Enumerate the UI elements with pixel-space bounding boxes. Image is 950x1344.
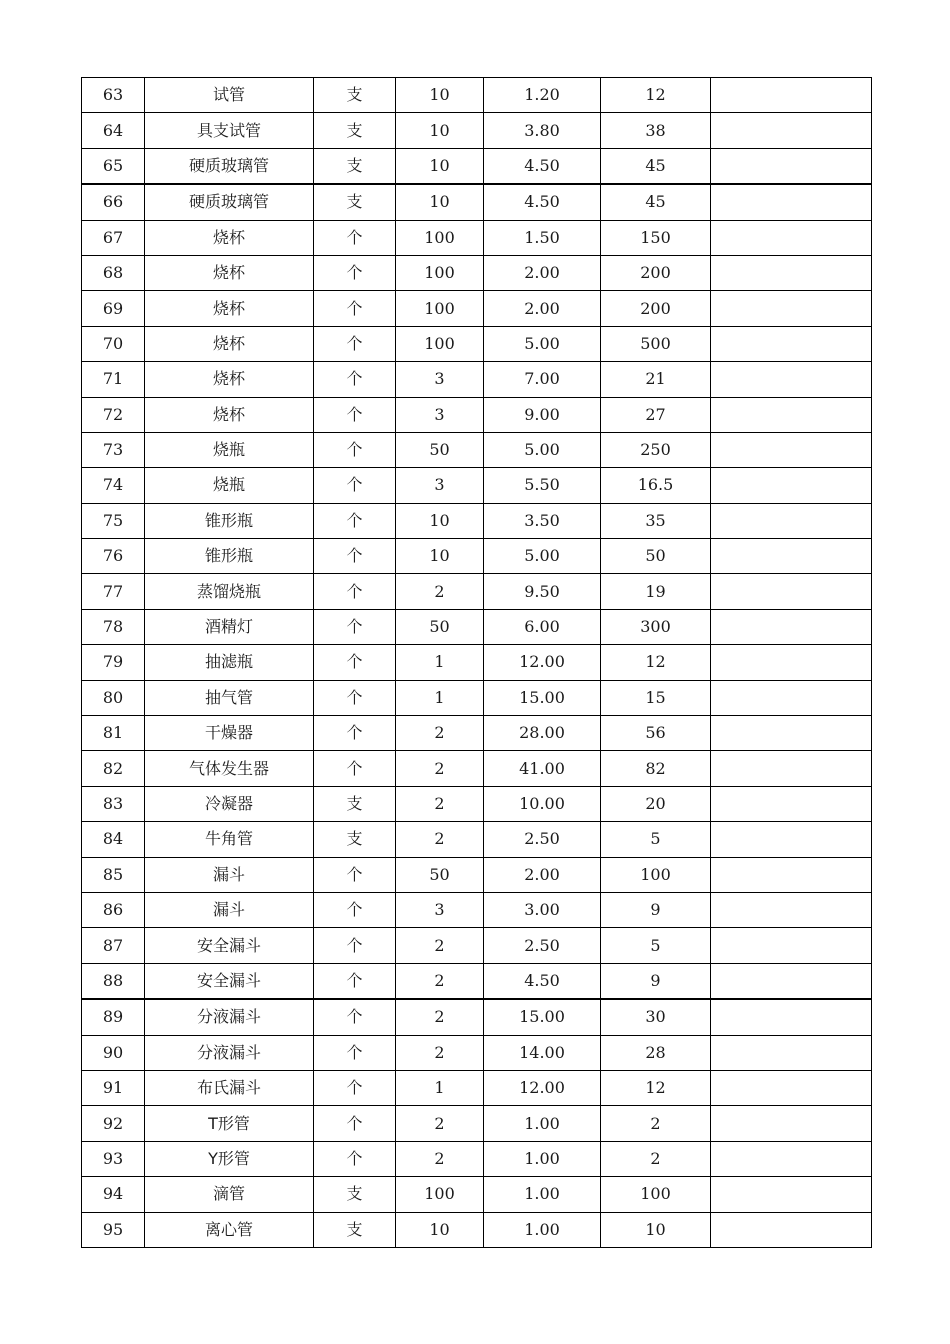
- item-name-cell: 烧瓶: [145, 468, 314, 503]
- amount-cell: 20: [601, 786, 711, 821]
- note-cell: [711, 963, 872, 999]
- unit-price-cell: 28.00: [484, 716, 601, 751]
- amount-cell: 300: [601, 609, 711, 644]
- row-number-cell: 64: [82, 113, 145, 148]
- table-row: [82, 362, 872, 397]
- unit-price-cell: 7.00: [484, 362, 601, 397]
- amount-cell: 15: [601, 680, 711, 715]
- note-cell: [711, 786, 872, 821]
- unit-cell: 个: [314, 574, 396, 609]
- note-cell: [711, 751, 872, 786]
- note-cell: [711, 78, 872, 113]
- note-cell: [711, 928, 872, 963]
- table-row: [82, 645, 872, 680]
- unit-cell: 支: [314, 1177, 396, 1212]
- item-name-cell: 烧杯: [145, 397, 314, 432]
- unit-cell: 支: [314, 148, 396, 184]
- item-name-cell: 硬质玻璃管: [145, 148, 314, 184]
- row-number-cell: 88: [82, 963, 145, 999]
- note-cell: [711, 184, 872, 220]
- table-row: [82, 1177, 872, 1212]
- unit-cell: 个: [314, 999, 396, 1035]
- amount-cell: 2: [601, 1106, 711, 1141]
- row-number-cell: 87: [82, 928, 145, 963]
- amount-cell: 12: [601, 645, 711, 680]
- quantity-cell: 3: [396, 468, 484, 503]
- row-number-cell: 78: [82, 609, 145, 644]
- unit-price-cell: 4.50: [484, 148, 601, 184]
- quantity-cell: 100: [396, 255, 484, 290]
- table-row: [82, 1070, 872, 1105]
- table-row: [82, 220, 872, 255]
- amount-cell: 30: [601, 999, 711, 1035]
- item-name-cell: 牛角管: [145, 822, 314, 857]
- amount-cell: 16.5: [601, 468, 711, 503]
- unit-price-cell: 3.80: [484, 113, 601, 148]
- quantity-cell: 2: [396, 751, 484, 786]
- quantity-cell: 50: [396, 609, 484, 644]
- note-cell: [711, 645, 872, 680]
- row-number-cell: 65: [82, 148, 145, 184]
- row-number-cell: 79: [82, 645, 145, 680]
- row-number-cell: 72: [82, 397, 145, 432]
- note-cell: [711, 362, 872, 397]
- unit-cell: 支: [314, 786, 396, 821]
- quantity-cell: 1: [396, 1070, 484, 1105]
- row-number-cell: 81: [82, 716, 145, 751]
- unit-cell: 支: [314, 184, 396, 220]
- unit-price-cell: 4.50: [484, 963, 601, 999]
- row-number-cell: 77: [82, 574, 145, 609]
- item-name-cell: 布氏漏斗: [145, 1070, 314, 1105]
- unit-cell: 个: [314, 291, 396, 326]
- unit-price-cell: 1.00: [484, 1106, 601, 1141]
- item-name-cell: 烧杯: [145, 255, 314, 290]
- table-row: [82, 716, 872, 751]
- row-number-cell: 93: [82, 1141, 145, 1176]
- amount-cell: 2: [601, 1141, 711, 1176]
- note-cell: [711, 680, 872, 715]
- amount-cell: 10: [601, 1212, 711, 1247]
- quantity-cell: 2: [396, 1035, 484, 1070]
- item-name-cell: 干燥器: [145, 716, 314, 751]
- row-number-cell: 95: [82, 1212, 145, 1247]
- amount-cell: 5: [601, 822, 711, 857]
- table-row: [82, 680, 872, 715]
- table-row: [82, 255, 872, 290]
- item-name-cell: 蒸馏烧瓶: [145, 574, 314, 609]
- quantity-cell: 3: [396, 362, 484, 397]
- unit-cell: 个: [314, 716, 396, 751]
- row-number-cell: 67: [82, 220, 145, 255]
- unit-cell: 个: [314, 1035, 396, 1070]
- table-row: [82, 786, 872, 821]
- unit-price-cell: 5.00: [484, 539, 601, 574]
- unit-price-cell: 3.00: [484, 892, 601, 927]
- unit-price-cell: 2.50: [484, 822, 601, 857]
- unit-price-cell: 1.20: [484, 78, 601, 113]
- unit-price-cell: 5.00: [484, 326, 601, 361]
- note-cell: [711, 1212, 872, 1247]
- row-number-cell: 84: [82, 822, 145, 857]
- item-name-cell: 气体发生器: [145, 751, 314, 786]
- note-cell: [711, 503, 872, 538]
- quantity-cell: 1: [396, 680, 484, 715]
- row-number-cell: 66: [82, 184, 145, 220]
- unit-cell: 个: [314, 1106, 396, 1141]
- amount-cell: 27: [601, 397, 711, 432]
- amount-cell: 56: [601, 716, 711, 751]
- unit-cell: 个: [314, 468, 396, 503]
- item-name-cell: 分液漏斗: [145, 999, 314, 1035]
- amount-cell: 45: [601, 148, 711, 184]
- unit-price-cell: 1.00: [484, 1141, 601, 1176]
- table-row: [82, 857, 872, 892]
- amount-cell: 100: [601, 857, 711, 892]
- row-number-cell: 85: [82, 857, 145, 892]
- unit-cell: 个: [314, 1141, 396, 1176]
- item-name-cell: 安全漏斗: [145, 928, 314, 963]
- note-cell: [711, 892, 872, 927]
- unit-price-cell: 41.00: [484, 751, 601, 786]
- quantity-cell: 50: [396, 857, 484, 892]
- row-number-cell: 73: [82, 432, 145, 467]
- equipment-table: [81, 77, 872, 1248]
- item-name-cell: 抽气管: [145, 680, 314, 715]
- unit-price-cell: 12.00: [484, 1070, 601, 1105]
- table-body: [82, 78, 872, 1248]
- table-row: [82, 574, 872, 609]
- amount-cell: 9: [601, 892, 711, 927]
- note-cell: [711, 397, 872, 432]
- amount-cell: 5: [601, 928, 711, 963]
- item-name-cell: 漏斗: [145, 892, 314, 927]
- note-cell: [711, 1070, 872, 1105]
- note-cell: [711, 220, 872, 255]
- quantity-cell: 2: [396, 1141, 484, 1176]
- row-number-cell: 80: [82, 680, 145, 715]
- row-number-cell: 90: [82, 1035, 145, 1070]
- row-number-cell: 74: [82, 468, 145, 503]
- item-name-cell: 烧杯: [145, 220, 314, 255]
- unit-cell: 个: [314, 397, 396, 432]
- table-row: [82, 1141, 872, 1176]
- table-row: [82, 326, 872, 361]
- note-cell: [711, 1035, 872, 1070]
- unit-cell: 个: [314, 928, 396, 963]
- item-name-cell: 滴管: [145, 1177, 314, 1212]
- note-cell: [711, 539, 872, 574]
- item-name-cell: 酒精灯: [145, 609, 314, 644]
- unit-cell: 支: [314, 822, 396, 857]
- amount-cell: 500: [601, 326, 711, 361]
- row-number-cell: 83: [82, 786, 145, 821]
- row-number-cell: 91: [82, 1070, 145, 1105]
- table-row: [82, 432, 872, 467]
- amount-cell: 50: [601, 539, 711, 574]
- item-name-cell: 锥形瓶: [145, 539, 314, 574]
- quantity-cell: 10: [396, 148, 484, 184]
- table-row: [82, 539, 872, 574]
- unit-price-cell: 1.00: [484, 1177, 601, 1212]
- quantity-cell: 2: [396, 999, 484, 1035]
- item-name-cell: 锥形瓶: [145, 503, 314, 538]
- amount-cell: 150: [601, 220, 711, 255]
- unit-price-cell: 1.00: [484, 1212, 601, 1247]
- row-number-cell: 70: [82, 326, 145, 361]
- amount-cell: 250: [601, 432, 711, 467]
- row-number-cell: 71: [82, 362, 145, 397]
- unit-price-cell: 15.00: [484, 999, 601, 1035]
- row-number-cell: 86: [82, 892, 145, 927]
- item-name-cell: 具支试管: [145, 113, 314, 148]
- item-name-cell: 试管: [145, 78, 314, 113]
- quantity-cell: 3: [396, 892, 484, 927]
- table-row: [82, 397, 872, 432]
- note-cell: [711, 1177, 872, 1212]
- unit-cell: 个: [314, 1070, 396, 1105]
- unit-price-cell: 1.50: [484, 220, 601, 255]
- item-name-cell: 安全漏斗: [145, 963, 314, 999]
- quantity-cell: 2: [396, 1106, 484, 1141]
- unit-price-cell: 6.00: [484, 609, 601, 644]
- table-row: [82, 822, 872, 857]
- item-name-cell: Y形管: [145, 1141, 314, 1176]
- table-row: [82, 892, 872, 927]
- unit-price-cell: 14.00: [484, 1035, 601, 1070]
- item-name-cell: 离心管: [145, 1212, 314, 1247]
- table-row: [82, 999, 872, 1035]
- unit-price-cell: 5.00: [484, 432, 601, 467]
- quantity-cell: 2: [396, 822, 484, 857]
- item-name-cell: 抽滤瓶: [145, 645, 314, 680]
- row-number-cell: 94: [82, 1177, 145, 1212]
- quantity-cell: 100: [396, 1177, 484, 1212]
- unit-price-cell: 10.00: [484, 786, 601, 821]
- note-cell: [711, 857, 872, 892]
- table-row: [82, 113, 872, 148]
- table-row: [82, 1035, 872, 1070]
- quantity-cell: 10: [396, 539, 484, 574]
- unit-price-cell: 2.50: [484, 928, 601, 963]
- unit-cell: 个: [314, 503, 396, 538]
- amount-cell: 12: [601, 78, 711, 113]
- quantity-cell: 10: [396, 503, 484, 538]
- amount-cell: 200: [601, 291, 711, 326]
- unit-cell: 个: [314, 680, 396, 715]
- table-row: [82, 609, 872, 644]
- quantity-cell: 2: [396, 716, 484, 751]
- unit-cell: 支: [314, 78, 396, 113]
- amount-cell: 38: [601, 113, 711, 148]
- table-row: [82, 78, 872, 113]
- unit-cell: 个: [314, 751, 396, 786]
- note-cell: [711, 1106, 872, 1141]
- table-row: [82, 963, 872, 999]
- quantity-cell: 1: [396, 645, 484, 680]
- unit-cell: 个: [314, 220, 396, 255]
- row-number-cell: 92: [82, 1106, 145, 1141]
- unit-cell: 个: [314, 362, 396, 397]
- note-cell: [711, 822, 872, 857]
- row-number-cell: 69: [82, 291, 145, 326]
- amount-cell: 19: [601, 574, 711, 609]
- note-cell: [711, 468, 872, 503]
- quantity-cell: 2: [396, 928, 484, 963]
- table-row: [82, 291, 872, 326]
- table-row: [82, 468, 872, 503]
- table-row: [82, 1212, 872, 1247]
- quantity-cell: 100: [396, 220, 484, 255]
- item-name-cell: 硬质玻璃管: [145, 184, 314, 220]
- amount-cell: 12: [601, 1070, 711, 1105]
- amount-cell: 82: [601, 751, 711, 786]
- quantity-cell: 10: [396, 113, 484, 148]
- item-name-cell: T形管: [145, 1106, 314, 1141]
- note-cell: [711, 1141, 872, 1176]
- note-cell: [711, 148, 872, 184]
- note-cell: [711, 113, 872, 148]
- unit-price-cell: 12.00: [484, 645, 601, 680]
- unit-price-cell: 2.00: [484, 291, 601, 326]
- unit-cell: 个: [314, 857, 396, 892]
- unit-cell: 个: [314, 432, 396, 467]
- quantity-cell: 50: [396, 432, 484, 467]
- item-name-cell: 分液漏斗: [145, 1035, 314, 1070]
- unit-cell: 支: [314, 113, 396, 148]
- row-number-cell: 63: [82, 78, 145, 113]
- amount-cell: 21: [601, 362, 711, 397]
- note-cell: [711, 255, 872, 290]
- note-cell: [711, 291, 872, 326]
- quantity-cell: 2: [396, 963, 484, 999]
- amount-cell: 35: [601, 503, 711, 538]
- unit-price-cell: 5.50: [484, 468, 601, 503]
- unit-cell: 个: [314, 892, 396, 927]
- note-cell: [711, 326, 872, 361]
- item-name-cell: 烧杯: [145, 326, 314, 361]
- table-row: [82, 148, 872, 184]
- item-name-cell: 漏斗: [145, 857, 314, 892]
- unit-price-cell: 15.00: [484, 680, 601, 715]
- amount-cell: 9: [601, 963, 711, 999]
- quantity-cell: 100: [396, 326, 484, 361]
- item-name-cell: 烧瓶: [145, 432, 314, 467]
- amount-cell: 200: [601, 255, 711, 290]
- unit-price-cell: 9.00: [484, 397, 601, 432]
- note-cell: [711, 609, 872, 644]
- unit-cell: 个: [314, 645, 396, 680]
- row-number-cell: 68: [82, 255, 145, 290]
- amount-cell: 100: [601, 1177, 711, 1212]
- quantity-cell: 10: [396, 1212, 484, 1247]
- quantity-cell: 10: [396, 78, 484, 113]
- unit-cell: 个: [314, 539, 396, 574]
- row-number-cell: 75: [82, 503, 145, 538]
- table-row: [82, 503, 872, 538]
- row-number-cell: 76: [82, 539, 145, 574]
- unit-cell: 个: [314, 255, 396, 290]
- quantity-cell: 100: [396, 291, 484, 326]
- amount-cell: 45: [601, 184, 711, 220]
- table-row: [82, 751, 872, 786]
- amount-cell: 28: [601, 1035, 711, 1070]
- note-cell: [711, 716, 872, 751]
- row-number-cell: 89: [82, 999, 145, 1035]
- unit-price-cell: 3.50: [484, 503, 601, 538]
- item-name-cell: 烧杯: [145, 291, 314, 326]
- item-name-cell: 烧杯: [145, 362, 314, 397]
- item-name-cell: 冷凝器: [145, 786, 314, 821]
- unit-cell: 个: [314, 963, 396, 999]
- unit-price-cell: 2.00: [484, 857, 601, 892]
- unit-cell: 支: [314, 1212, 396, 1247]
- unit-price-cell: 4.50: [484, 184, 601, 220]
- quantity-cell: 10: [396, 184, 484, 220]
- quantity-cell: 2: [396, 574, 484, 609]
- note-cell: [711, 432, 872, 467]
- quantity-cell: 2: [396, 786, 484, 821]
- note-cell: [711, 574, 872, 609]
- row-number-cell: 82: [82, 751, 145, 786]
- unit-cell: 个: [314, 326, 396, 361]
- table-row: [82, 1106, 872, 1141]
- unit-price-cell: 2.00: [484, 255, 601, 290]
- table-row: [82, 184, 872, 220]
- unit-cell: 个: [314, 609, 396, 644]
- table-row: [82, 928, 872, 963]
- quantity-cell: 3: [396, 397, 484, 432]
- note-cell: [711, 999, 872, 1035]
- unit-price-cell: 9.50: [484, 574, 601, 609]
